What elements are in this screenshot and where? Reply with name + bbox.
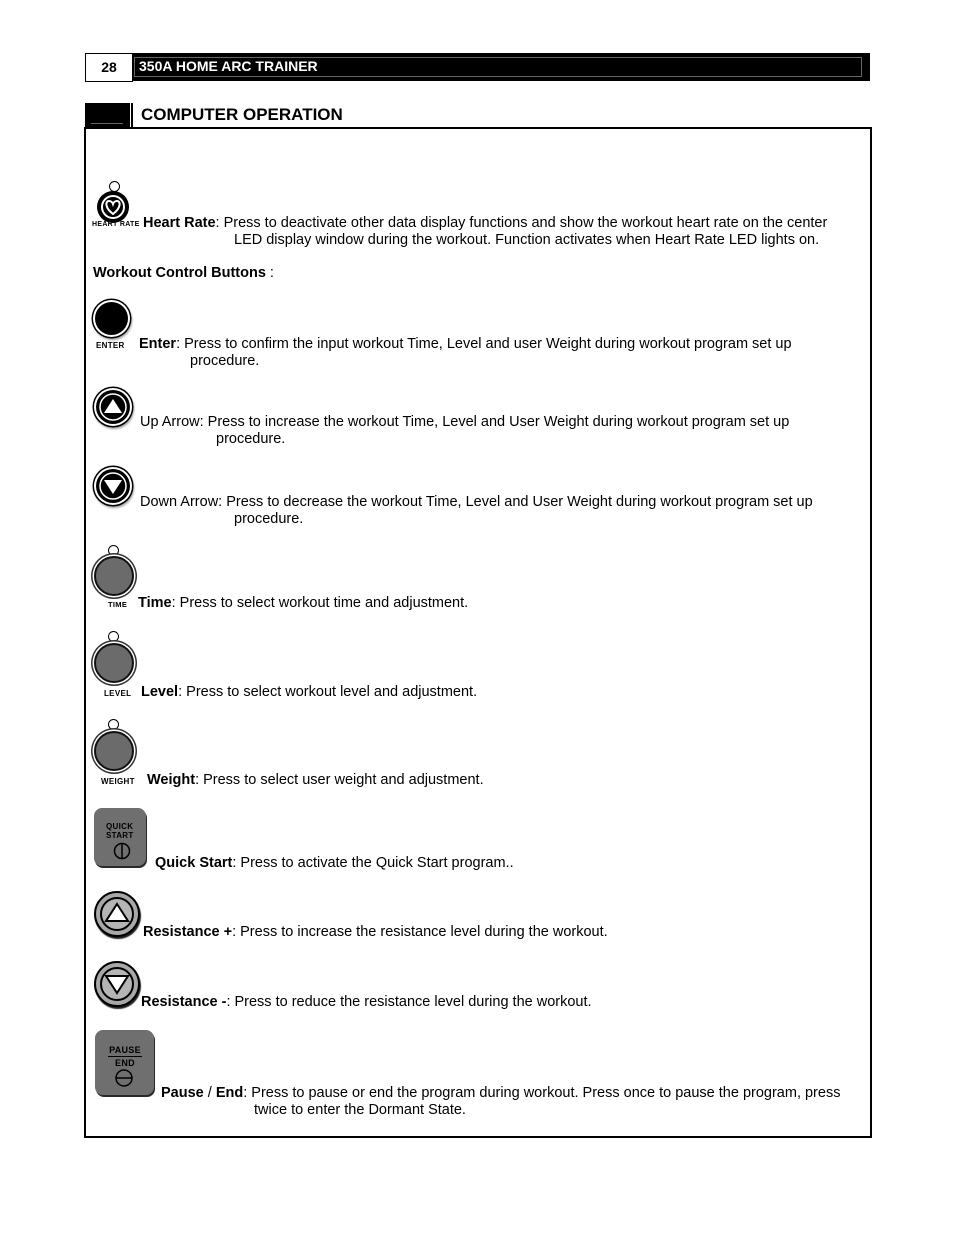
level-desc: : Press to select workout level and adjustment. (178, 684, 478, 700)
resistance-plus-button-icon (94, 891, 140, 937)
heart-rate-description (143, 215, 827, 232)
stop-icon (95, 1030, 154, 1095)
time-term: Time (138, 595, 172, 611)
quick-start-desc: : Press to activate the Quick Start program.. (232, 855, 514, 871)
pause-term: Pause (161, 1085, 204, 1101)
quick-start-icon-label-2: START (106, 831, 134, 840)
pause-end-desc-1: : Press to pause or end the program during workout. Press once to pause the program, press (243, 1085, 841, 1101)
time-button-icon (94, 556, 134, 596)
weight-description (147, 772, 484, 789)
header-rule (132, 80, 870, 81)
pause-end-desc-2: twice to enter the Dormant State. (254, 1102, 466, 1118)
level-icon-label: LEVEL (104, 689, 132, 698)
power-icon (94, 808, 146, 866)
down-arrow-icon (96, 963, 138, 1005)
section-divider (131, 103, 133, 127)
level-term: Level (141, 684, 179, 700)
up-arrow-desc-2: procedure. (216, 431, 286, 447)
resistance-minus-button-icon (94, 961, 140, 1007)
enter-desc-1: : Press to confirm the input workout Time, Level and user Weight during workout program set up (176, 336, 792, 352)
quick-start-term: Quick Start (155, 855, 233, 871)
page-number: 28 (85, 53, 133, 82)
time-icon-label: TIME (108, 600, 128, 609)
down-arrow-icon (96, 469, 130, 503)
document-title: 350A HOME ARC TRAINER (139, 58, 318, 74)
heart-rate-term: Heart Rate (143, 215, 216, 231)
level-led-icon (108, 631, 119, 642)
workout-controls-term: Workout Control Buttons (93, 265, 266, 281)
time-led-icon (108, 545, 119, 556)
down-arrow-desc-1: Down Arrow: Press to decrease the workout Time, Level and User Weight during workout program set up (140, 494, 813, 510)
weight-desc: : Press to select user weight and adjustment. (195, 772, 484, 788)
header-bar (132, 53, 870, 80)
heart-rate-desc-2: LED display window during the workout. Function activates when Heart Rate LED lights on. (234, 232, 820, 248)
up-arrow-icon (96, 893, 138, 935)
up-arrow-desc-1: Up Arrow: Press to increase the workout Time, Level and User Weight during workout program set up (140, 414, 790, 430)
up-arrow-icon (96, 390, 130, 424)
resistance-plus-desc: : Press to increase the resistance level during the workout. (232, 924, 608, 940)
quick-start-button-icon (94, 808, 146, 866)
enter-description (139, 336, 792, 353)
resistance-minus-term: Resistance - (141, 994, 227, 1010)
enter-desc-2: procedure. (190, 353, 260, 369)
section-marker (85, 103, 130, 127)
pause-end-icon-label-1: PAUSE (109, 1045, 141, 1055)
workout-controls-suffix: : (265, 265, 274, 281)
down-arrow-desc-2: procedure. (234, 511, 304, 527)
enter-button-icon (95, 302, 128, 335)
quick-start-icon-label-1: QUICK (106, 822, 134, 831)
pause-end-description (161, 1085, 840, 1102)
weight-term: Weight (147, 772, 196, 788)
down-arrow-button-icon (96, 469, 130, 503)
time-desc: : Press to select workout time and adjustment. (171, 595, 469, 611)
pause-end-separator: / (203, 1085, 216, 1101)
weight-led-icon (108, 719, 119, 730)
enter-term: Enter (139, 336, 177, 352)
weight-button-icon (94, 731, 134, 771)
heart-rate-icon-label: HEART RATE (92, 221, 140, 228)
workout-controls-heading (93, 265, 274, 282)
heart-icon (97, 191, 129, 223)
resistance-plus-description (143, 924, 608, 941)
resistance-plus-term: Resistance + (143, 924, 233, 940)
section-title: COMPUTER OPERATION (141, 105, 343, 124)
resistance-minus-desc: : Press to reduce the resistance level during the workout. (226, 994, 592, 1010)
level-button-icon (94, 643, 134, 683)
enter-icon-label: ENTER (96, 341, 125, 350)
end-term: End (215, 1085, 244, 1101)
resistance-minus-description (141, 994, 592, 1011)
heart-rate-desc-1: : Press to deactivate other data display functions and show the workout heart rate on the center (215, 215, 828, 231)
quick-start-description (155, 855, 514, 872)
level-description (141, 684, 477, 701)
pause-end-icon-label-2: END (115, 1058, 135, 1068)
pause-end-button-icon (95, 1030, 154, 1095)
time-description (138, 595, 468, 612)
up-arrow-button-icon (96, 390, 130, 424)
weight-icon-label: WEIGHT (101, 777, 135, 786)
heart-rate-button-icon (97, 191, 129, 223)
